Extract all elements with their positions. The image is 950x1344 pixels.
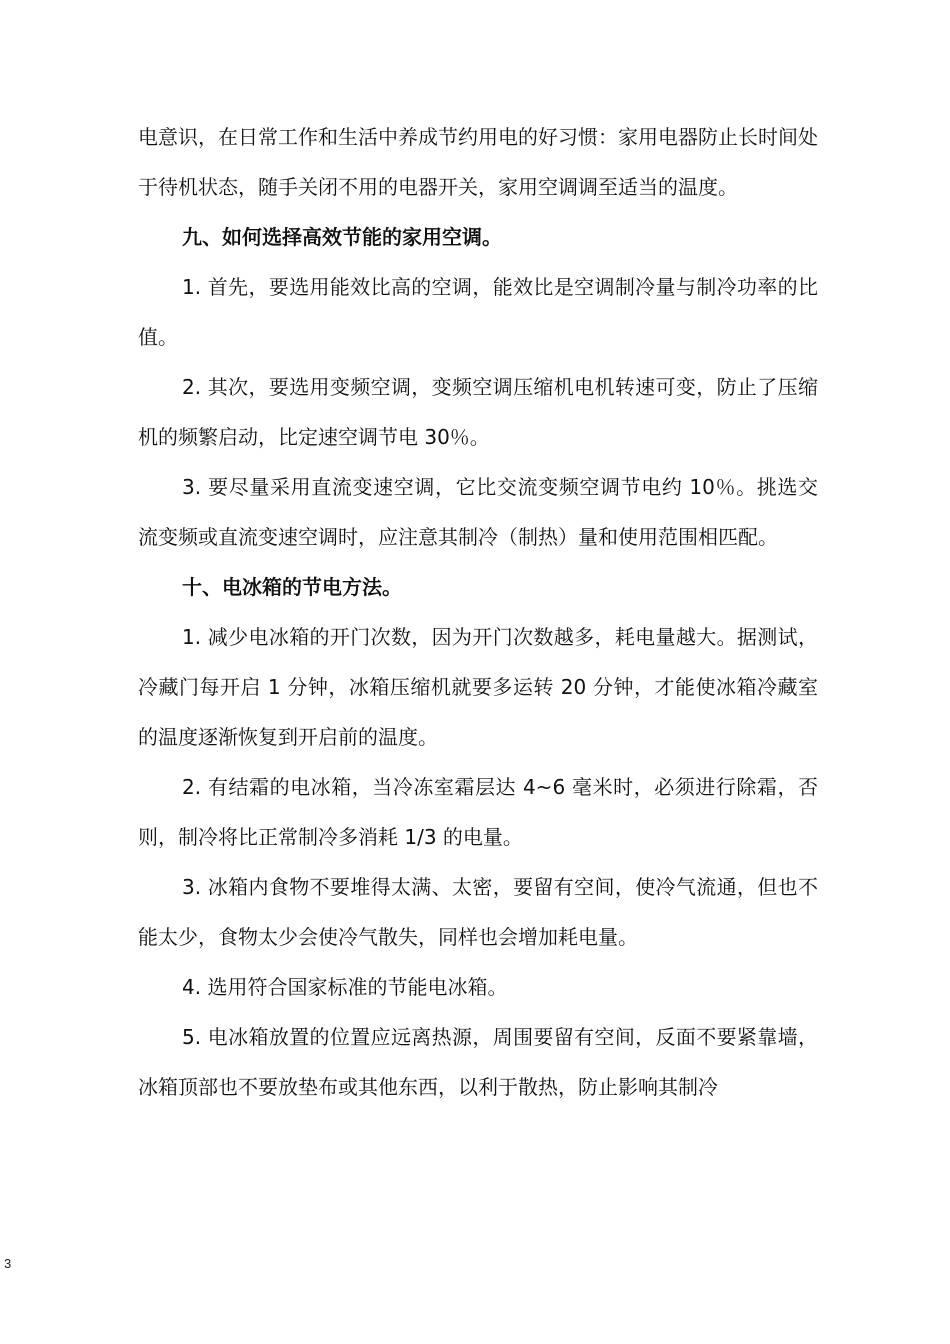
paragraph-fridge-4: 4. 选用符合国家标准的节能电冰箱。: [182, 975, 508, 999]
paragraph-fridge-1: 1. 减少电冰箱的开门次数，因为开门次数越多，耗电量越大。据测试，冷藏门每开启 1 分钟，冰箱压缩机就要多运转 20 分钟，才能使冰箱冷藏室的温度逐渐恢复到开启前的温度。: [138, 625, 818, 749]
paragraph-continuation: 电意识，在日常工作和生活中养成节约用电的好习惯：家用电器防止长时间处于待机状态，随手关闭不用的电器开关，家用空调调至适当的温度。: [138, 125, 818, 199]
section-heading-air-conditioner: 九、如何选择高效节能的家用空调。: [182, 225, 502, 249]
document-body: [138, 112, 818, 1112]
paragraph-ac-1: 1. 首先，要选用能效比高的空调，能效比是空调制冷量与制冷功率的比值。: [138, 275, 818, 349]
paragraph-ac-3: 3. 要尽量采用直流变速空调，它比交流变频空调节电约 10％。挑选交流变频或直流变速空调时，应注意其制冷（制热）量和使用范围相匹配。: [138, 475, 818, 549]
paragraph-fridge-2: 2. 有结霜的电冰箱，当冷冻室霜层达 4~6 毫米时，必须进行除霜，否则，制冷将比正常制冷多消耗 1/3 的电量。: [138, 775, 818, 849]
section-heading-refrigerator: 十、电冰箱的节电方法。: [182, 575, 402, 599]
paragraph-fridge-5: 5. 电冰箱放置的位置应远离热源，周围要留有空间，反面不要紧靠墙，冰箱顶部也不要放垫布或其他东西，以利于散热，防止影响其制冷: [138, 1025, 818, 1099]
paragraph-fridge-3: 3. 冰箱内食物不要堆得太满、太密，要留有空间，使冷气流通，但也不能太少，食物太少会使冷气散失，同样也会增加耗电量。: [138, 875, 818, 949]
page-number: 3: [4, 1256, 12, 1271]
paragraph-ac-2: 2. 其次，要选用变频空调，变频空调压缩机电机转速可变，防止了压缩机的频繁启动，比定速空调节电 30％。: [138, 375, 818, 449]
